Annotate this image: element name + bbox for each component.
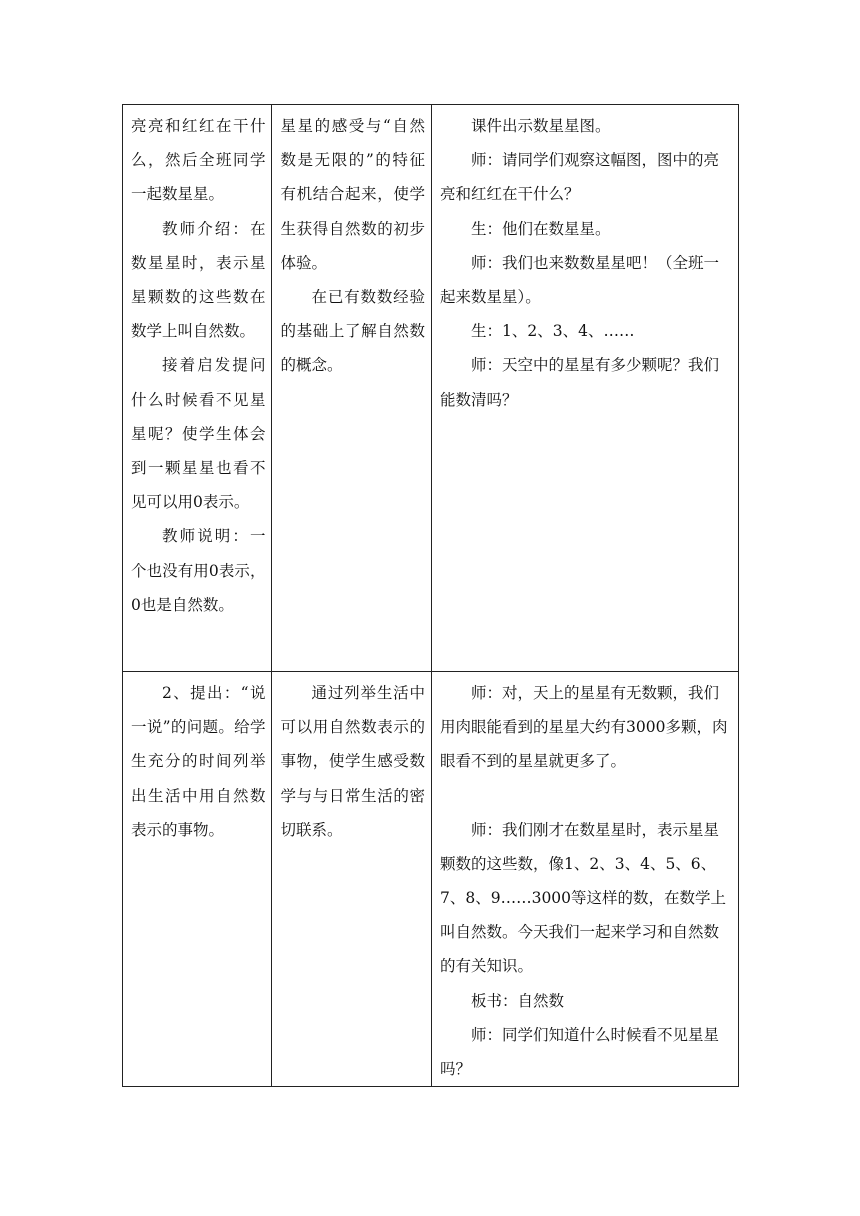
paragraph: 师：天空中的星星有多少颗呢？我们能数清吗？ [440, 356, 720, 409]
classroom-dialogue-cell [432, 105, 739, 672]
table-row [123, 105, 739, 672]
teaching-process-cell [123, 672, 272, 1087]
paragraph: 课件出示数星星图。 [471, 117, 611, 135]
paragraph: 教师说明：一个也没有用0表示，0也是自然数。 [131, 527, 266, 614]
paragraph: 生：1、2、3、4、…… [471, 322, 635, 341]
lesson-plan-table [122, 104, 739, 1087]
paragraph: 星星的感受与“自然数是无限的”的特征有机结合起来，使学生获得自然数的初步体验。 [280, 117, 425, 272]
paragraph: 师：我们也来数数星星吧！（全班一起来数星星）。 [440, 253, 720, 307]
design-intent-cell [272, 105, 432, 672]
paragraph: 2、提出：“说一说”的问题。给学生充分的时间列举出生活中用自然数表示的事物。 [131, 684, 266, 839]
paragraph: 通过列举生活中可以用自然数表示的事物，使学生感受数学与与日常生活的密切联系。 [280, 684, 425, 839]
paragraph: 亮亮和红红在干什么，然后全班同学一起数星星。 [131, 117, 266, 204]
teaching-process-cell [123, 105, 272, 672]
table-row [123, 672, 739, 1087]
paragraph: 在已有数数经验的基础上了解自然数的概念。 [280, 288, 425, 375]
paragraph: 生：他们在数星星。 [471, 219, 611, 238]
paragraph: 师：请同学们观察这幅图，图中的亮亮和红红在干什么？ [440, 151, 720, 204]
paragraph: 师：同学们知道什么时候看不见星星吗？ [440, 1025, 720, 1079]
classroom-dialogue-cell [432, 672, 739, 1087]
paragraph: 师：对，天上的星星有无数颗，我们用肉眼能看到的星星大约有3000多颗，肉眼看不到的星星就更多了。 [440, 684, 728, 771]
design-intent-cell [272, 672, 432, 1087]
paragraph: 教师介绍：在数星星时，表示星星颗数的这些数在数学上叫自然数。 [131, 219, 266, 341]
paragraph: 板书：自然数 [471, 991, 565, 1010]
paragraph: 接着启发提问什么时候看不见星星呢？使学生体会到一颗星星也看不见可以用0表示。 [131, 356, 266, 512]
paragraph: 师：我们刚才在数星星时，表示星星颗数的这些数，像1、2、3、4、5、6、7、8、9……3000等这样的数，在数学上叫自然数。今天我们一起来学习和自然数的有关知识。 [440, 820, 727, 976]
